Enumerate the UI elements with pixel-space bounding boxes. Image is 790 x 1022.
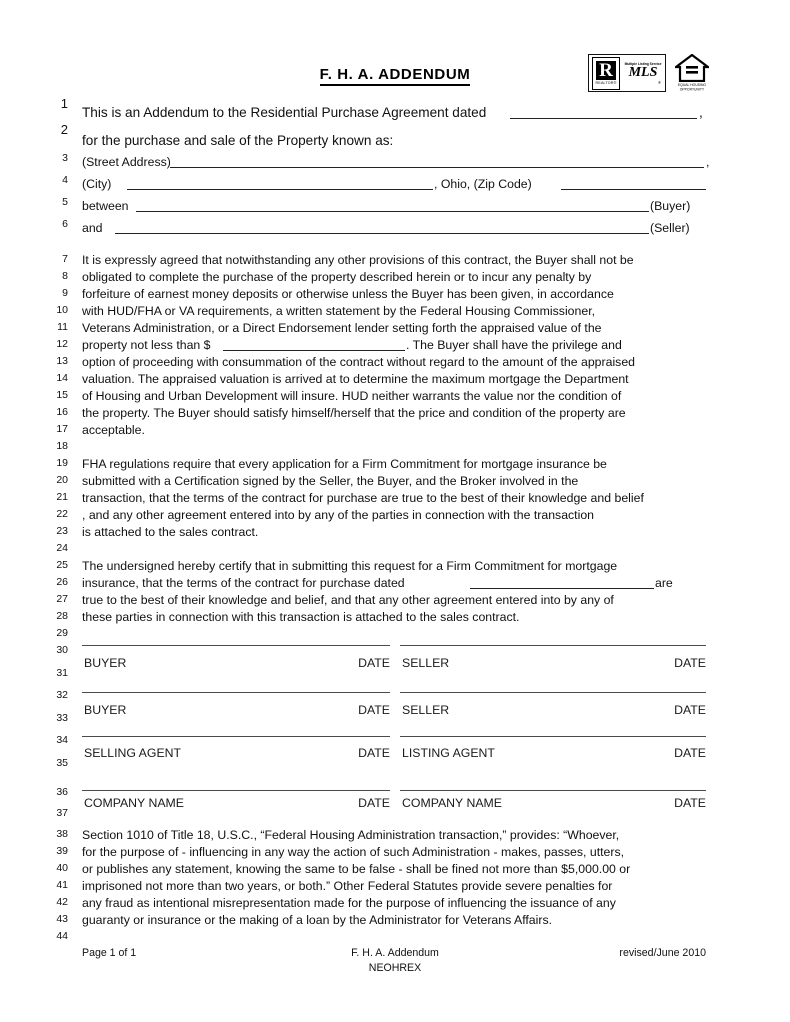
line-number: 31	[56, 667, 68, 679]
eho-caption-line-1: EQUAL HOUSING	[677, 82, 707, 87]
statute-line: guaranty or insurance or the making of a loan by the Administrator for Veterans Affairs.	[82, 913, 553, 927]
street-address-label: (Street Address)	[82, 155, 171, 169]
street-address-comma: ,	[706, 155, 710, 169]
line-number: 8	[62, 270, 68, 282]
line-number: 28	[56, 610, 68, 622]
signature-date-label-seller-2: DATE	[674, 703, 706, 717]
line-number: 29	[56, 627, 68, 639]
line-number: 18	[56, 440, 68, 452]
line-number: 37	[56, 807, 68, 819]
paragraph1-line: acceptable.	[82, 423, 145, 437]
line-number: 40	[56, 862, 68, 874]
line-number: 33	[56, 712, 68, 724]
statute-line: or publishes any statement, knowing the same to be false - shall be fined not more than $5,000.00 or	[82, 862, 631, 876]
line-number: 34	[56, 734, 68, 746]
buyer-party-tag: (Buyer)	[650, 199, 691, 213]
line-number: 9	[62, 287, 68, 299]
line-number: 16	[56, 406, 68, 418]
realtor-letter: R	[596, 61, 616, 80]
line-number: 14	[56, 372, 68, 384]
signature-label-seller-1: SELLER	[402, 656, 450, 670]
line-number: 39	[56, 845, 68, 857]
line-number: 25	[56, 559, 68, 571]
signature-rule-seller-2[interactable]	[400, 692, 706, 693]
line-number: 23	[56, 525, 68, 537]
signature-label-buyer-2: BUYER	[84, 703, 127, 717]
appraised-value-prefix: property not less than $	[82, 338, 211, 352]
mls-tagline: Multiple Listing Service	[624, 61, 662, 66]
signature-date-label-seller-1: DATE	[674, 656, 706, 670]
line-number: 30	[56, 644, 68, 656]
signature-label-selling-agent: SELLING AGENT	[84, 746, 182, 760]
mls-icon	[623, 62, 663, 85]
mls-wordmark: MLS	[628, 64, 658, 80]
city-label: (City)	[82, 177, 112, 191]
street-address-blank[interactable]	[170, 167, 704, 168]
equal-housing-caption	[678, 83, 706, 93]
paragraph1-line: Veterans Administration, or a Direct Endorsement lender setting forth the appraised value of the	[82, 321, 602, 335]
signature-rule-company-left[interactable]	[82, 790, 390, 791]
line-number: 36	[56, 786, 68, 798]
paragraph2-line: submitted with a Certification signed by the Seller, the Buyer, and the Broker involved in the	[82, 474, 579, 488]
signature-rule-buyer-1[interactable]	[82, 645, 390, 646]
line-number: 3	[62, 152, 68, 164]
addendum-intro-line: This is an Addendum to the Residential Purchase Agreement dated	[82, 105, 487, 120]
line-number: 2	[60, 122, 68, 137]
paragraph2-line: is attached to the sales contract.	[82, 525, 259, 539]
line-number: 7	[62, 253, 68, 265]
paragraph1-line: It is expressly agreed that notwithstanding any other provisions of this contract, the Buyer shall not be	[82, 253, 634, 267]
statute-line: any fraud as intentional misrepresentation made for the purpose of influencing the issuance of any	[82, 896, 616, 910]
footer-revision-date: revised/June 2010	[619, 947, 706, 959]
footer-document-name: F. H. A. Addendum	[351, 947, 439, 959]
line-number: 35	[56, 757, 68, 769]
signature-rule-selling-agent[interactable]	[82, 736, 390, 737]
signature-rule-buyer-2[interactable]	[82, 692, 390, 693]
signature-date-label-company-left: DATE	[358, 796, 390, 810]
logo-group	[588, 54, 712, 96]
paragraph3-line: true to the best of their knowledge and belief, and that any other agreement entered into by any of	[82, 593, 614, 607]
buyer-label: between	[82, 199, 129, 213]
line-number: 4	[62, 174, 68, 186]
line-number: 21	[56, 491, 68, 503]
signature-rule-company-right[interactable]	[400, 790, 706, 791]
footer-page-number: Page 1 of 1	[82, 947, 137, 959]
line-number: 5	[62, 196, 68, 208]
line-number: 12	[56, 338, 68, 350]
line-number: 38	[56, 828, 68, 840]
statute-line: Section 1010 of Title 18, U.S.C., “Federal Housing Administration transaction,” provides: “Whoever,	[82, 828, 620, 842]
paragraph2-line: transaction, that the terms of the contract for purchase are true to the best of their knowledge and belief	[82, 491, 644, 505]
seller-party-tag: (Seller)	[650, 221, 690, 235]
signature-date-label-buyer-2: DATE	[358, 703, 390, 717]
line-number: 20	[56, 474, 68, 486]
city-blank[interactable]	[127, 189, 433, 190]
signature-label-buyer-1: BUYER	[84, 656, 127, 670]
paragraph1-line: valuation. The appraised valuation is arrived at to determine the maximum mortgage the Department	[82, 372, 629, 386]
realtor-mls-logo	[588, 54, 666, 92]
signature-label-company-right: COMPANY NAME	[402, 796, 502, 810]
appraised-value-blank[interactable]	[223, 350, 405, 351]
contract-date-prefix: insurance, that the terms of the contract for purchase dated	[82, 576, 405, 590]
signature-rule-seller-1[interactable]	[400, 645, 706, 646]
line-number: 27	[56, 593, 68, 605]
paragraph1-line: forfeiture of earnest money deposits or otherwise unless the Buyer has been given, in accordance	[82, 287, 614, 301]
seller-name-blank[interactable]	[115, 233, 649, 234]
signature-date-label-company-right: DATE	[674, 796, 706, 810]
page-title-text: F. H. A. ADDENDUM	[320, 66, 471, 86]
line-number: 10	[56, 304, 68, 316]
line-number: 24	[56, 542, 68, 554]
mls-registered-mark: ®	[658, 79, 661, 85]
line-number: 15	[56, 389, 68, 401]
seller-label: and	[82, 221, 103, 235]
line-number: 19	[56, 457, 68, 469]
paragraph1-line: of Housing and Urban Development will insure. HUD neither warrants the value nor the condition of	[82, 389, 622, 403]
signature-date-label-listing-agent: DATE	[674, 746, 706, 760]
statute-line: for the purpose of - influencing in any way the action of such Administration - makes, passes, utters,	[82, 845, 625, 859]
statute-line: imprisoned not more than two years, or both.” Other Federal Statutes provide severe penalties for	[82, 879, 613, 893]
signature-date-label-selling-agent: DATE	[358, 746, 390, 760]
line-number: 44	[56, 930, 68, 942]
line-number: 11	[57, 321, 68, 333]
line-number: 1	[60, 96, 68, 111]
line-number: 43	[56, 913, 68, 925]
contract-date-blank[interactable]	[470, 588, 654, 589]
equal-housing-icon	[675, 54, 709, 82]
agreement-date-blank[interactable]	[510, 118, 697, 119]
line-number: 42	[56, 896, 68, 908]
signature-label-listing-agent: LISTING AGENT	[402, 746, 495, 760]
paragraph3-line: The undersigned hereby certify that in submitting this request for a Firm Commitment for mortgage	[82, 559, 618, 573]
signature-label-company-left: COMPANY NAME	[84, 796, 184, 810]
buyer-name-blank[interactable]	[136, 211, 649, 212]
line-number: 26	[56, 576, 68, 588]
paragraph1-line: with HUD/FHA or VA requirements, a written statement by the Federal Housing Commissioner,	[82, 304, 596, 318]
appraised-value-suffix: . The Buyer shall have the privilege and	[406, 338, 622, 352]
paragraph3-line: these parties in connection with this transaction is attached to the sales contract.	[82, 610, 520, 624]
line-number: 17	[56, 423, 68, 435]
signature-label-seller-2: SELLER	[402, 703, 450, 717]
line-number: 13	[56, 355, 68, 367]
zip-code-blank[interactable]	[561, 189, 706, 190]
property-intro-line: for the purchase and sale of the Property known as:	[82, 133, 394, 148]
signature-date-label-buyer-1: DATE	[358, 656, 390, 670]
contract-date-suffix: are	[655, 576, 673, 590]
intro-line1-comma: ,	[699, 105, 703, 120]
realtor-icon	[592, 57, 620, 90]
paragraph2-line: FHA regulations require that every application for a Firm Commitment for mortgage insurance be	[82, 457, 607, 471]
realtor-wordmark: REALTOR®	[595, 80, 617, 86]
signature-rule-listing-agent[interactable]	[400, 736, 706, 737]
line-number: 22	[56, 508, 68, 520]
paragraph2-line: , and any other agreement entered into by any of the parties in connection with the transaction	[82, 508, 595, 522]
paragraph1-line: option of proceeding with consummation of the contract without regard to the amount of the appraised	[82, 355, 636, 369]
paragraph1-line: obligated to complete the purchase of the property described herein or to incur any penalty by	[82, 270, 592, 284]
line-number: 32	[56, 689, 68, 701]
paragraph1-line: the property. The Buyer should satisfy himself/herself that the price and condition of the property are	[82, 406, 626, 420]
line-number: 41	[56, 879, 68, 891]
equal-housing-logo	[672, 54, 712, 92]
line-number: 6	[62, 218, 68, 230]
state-zip-label: , Ohio, (Zip Code)	[434, 177, 532, 191]
eho-caption-line-2: OPPORTUNITY	[679, 87, 705, 92]
footer-organization: NEOHREX	[368, 962, 422, 974]
